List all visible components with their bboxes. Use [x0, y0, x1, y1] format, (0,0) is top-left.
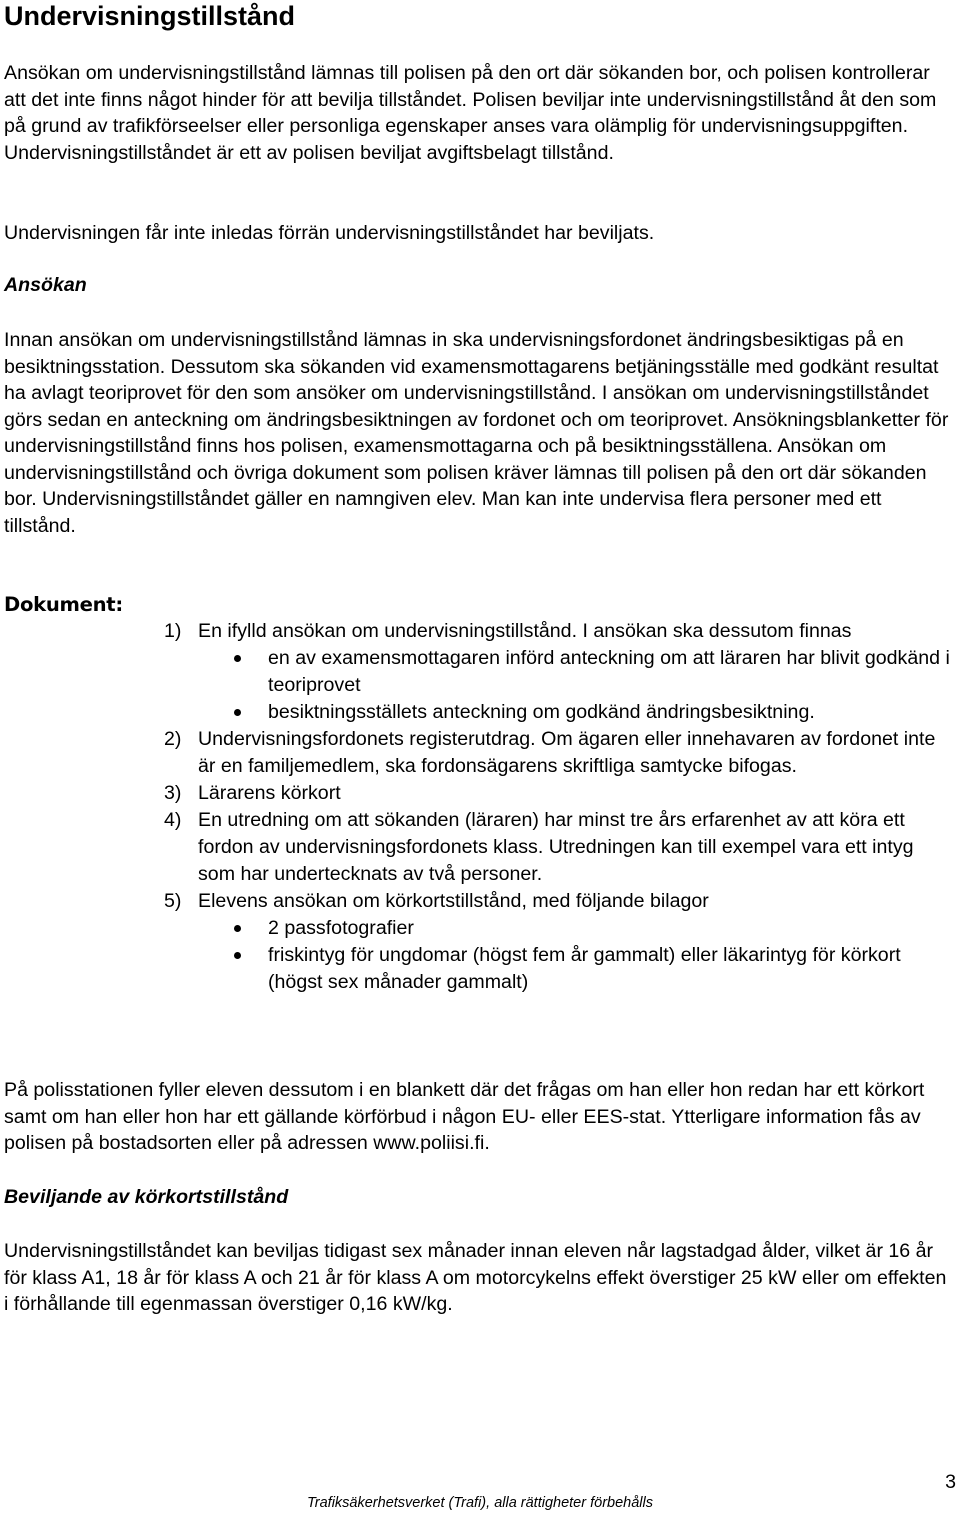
page-number: 3: [945, 1471, 956, 1493]
intro-note: Undervisningen får inte inledas förrän undervisningstillståndet har beviljats.: [4, 222, 655, 244]
list-item-text: Lärarens körkort: [198, 782, 341, 804]
list-number: 5): [164, 890, 182, 912]
bullet-text: besiktningsställets anteckning om godkänd ändringsbesiktning.: [268, 701, 815, 723]
bullet-icon: [234, 952, 241, 959]
section-heading-dokument: Dokument:: [4, 593, 123, 616]
list-item-text: En utredning om att sökanden (läraren) har minst tre års erfarenhet av att köra ett fordon av undervisningsfordonets klass. Utredningen kan till exempel vara ett intyg som har undertecknats av två personer.: [198, 809, 914, 885]
list-item-text: Elevens ansökan om körkortstillstånd, med följande bilagor: [198, 890, 709, 912]
list-number: 2): [164, 728, 182, 750]
list-number: 3): [164, 782, 182, 804]
intro-paragraph: Ansökan om undervisningstillstånd lämnas till polisen på den ort där sökanden bor, och polisen kontrollerar att det inte finns något hinder för att bevilja tillståndet. Polisen beviljar inte undervisningstillstånd åt den som på grund av trafikförseelser eller personliga egenskaper anses vara olämplig för undervisningsuppgiften. Undervisningstillståndet är ett av polisen beviljat avgiftsbelagt tillstånd.: [4, 62, 937, 164]
list-item-text: Undervisningsfordonets registerutdrag. Om ägaren eller innehavaren av fordonet inte är en familjemedlem, ska fordonsägarens skriftliga samtycke bifogas.: [198, 728, 936, 777]
bullet-icon: [234, 925, 241, 932]
list-item-text: En ifylld ansökan om undervisningstillstånd. I ansökan ska dessutom finnas: [198, 620, 852, 642]
list-item: [164, 807, 956, 888]
dokument-list: [164, 618, 956, 996]
bullet-text: en av examensmottagaren införd anteckning om att läraren har blivit godkänd i teoriprovet: [268, 647, 950, 696]
bullet-text: friskintyg för ungdomar (högst fem år gammalt) eller läkarintyg för körkort (högst sex månader gammalt): [268, 944, 901, 993]
bullet-item: [198, 915, 956, 942]
dokument-heading-wrap: [4, 592, 956, 619]
list-item: [164, 888, 956, 915]
list-item: [164, 780, 956, 807]
polis-paragraph: På polisstationen fyller eleven dessutom i en blankett där det frågas om han eller hon redan har ett körkort samt om han eller hon har ett gällande körförbud i någon EU- eller EES-stat. Ytterligare information fås av polisen på bostadsorten eller på adressen www.poliisi.fi.: [4, 1079, 925, 1154]
bullet-item: [198, 645, 956, 699]
page-title: Undervisningstillstånd: [4, 1, 296, 31]
section-heading-beviljande: Beviljande av körkortstillstånd: [4, 1186, 289, 1208]
list-number: 4): [164, 809, 182, 831]
list-item: [164, 618, 956, 645]
bullet-item: [198, 699, 956, 726]
bullet-text: 2 passfotografier: [268, 917, 414, 939]
list-item: [164, 726, 956, 780]
section-heading-ansokan: Ansökan: [4, 274, 87, 296]
bullet-item: [198, 942, 956, 996]
list-number: 1): [164, 620, 182, 642]
bullet-icon: [234, 709, 241, 716]
beviljande-paragraph: Undervisningstillståndet kan beviljas tidigast sex månader innan eleven når lagstadgad ålder, vilket är 16 år för klass A1, 18 år för klass A och 21 år för klass A om motorcykelns effekt överstiger 25 kW eller om effekten i förhållande till egenmassan överstiger 0,16 kW/kg.: [4, 1240, 947, 1315]
bullet-icon: [234, 655, 241, 662]
page-footer: Trafiksäkerhetsverket (Trafi), alla rättigheter förbehålls: [307, 1495, 653, 1511]
bullet-list: [198, 645, 956, 726]
bullet-list: [198, 915, 956, 996]
ansokan-paragraph: Innan ansökan om undervisningstillstånd lämnas in ska undervisningsfordonet ändringsbesiktigas på en besiktningsstation. Dessutom ska sökanden vid examensmottagarens betjäningsställe med godkänt resultat ha avlagt teoriprovet för den som ansöker om undervisningstillstånd. I ansökan om undervisningstillståndet görs sedan en anteckning om ändringsbesiktningen av fordonet och om teoriprovet. Ansökningsblanketter för undervisningstillstånd finns hos polisen, examensmottagarna och på besiktningsställena. Ansökan om undervisningstillstånd och övriga dokument som polisen kräver lämnas till polisen på den ort där sökanden bor. Undervisningstillståndet gäller en namngiven elev. Man kan inte undervisa flera personer med ett tillstånd.: [4, 329, 949, 537]
